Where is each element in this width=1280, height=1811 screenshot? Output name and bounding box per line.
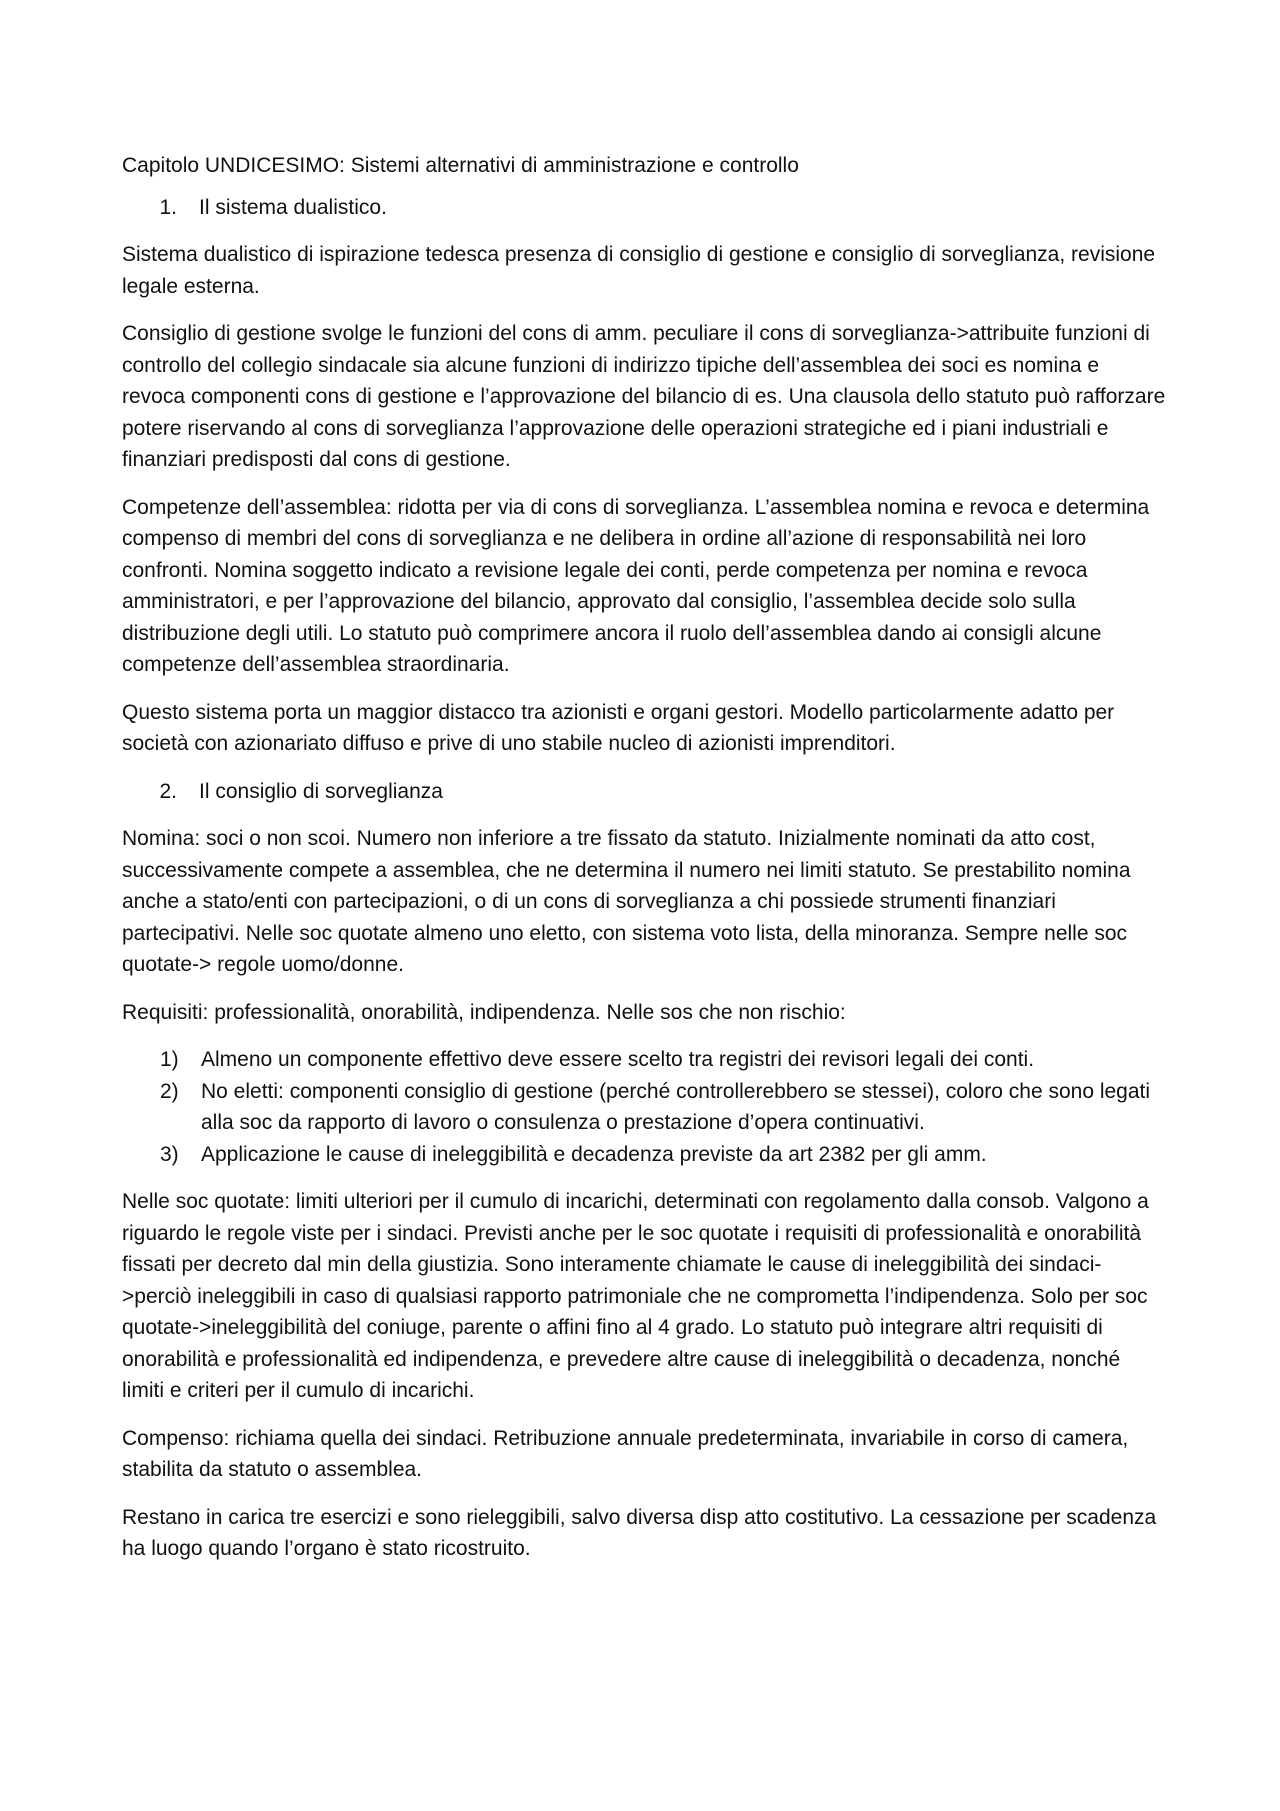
section-2-heading bbox=[122, 776, 1167, 808]
section-number: 2. bbox=[159, 779, 177, 803]
paragraph: Questo sistema porta un maggior distacco tra azionisti e organi gestori. Modello particolarmente adatto per società con azionariato diffuso e prive di uno stabile nucleo di azionisti imprenditori. bbox=[122, 700, 1115, 755]
list-item bbox=[122, 1076, 1167, 1139]
section-number: 1. bbox=[159, 195, 177, 219]
list-item-number: 3) bbox=[160, 1142, 179, 1166]
section-title: Il consiglio di sorveglianza bbox=[199, 779, 443, 803]
list-item-number: 1) bbox=[160, 1048, 179, 1071]
list-item-text: Applicazione le cause di ineleggibilità e decadenza previste da art 2382 per gli amm. bbox=[201, 1142, 987, 1166]
paragraph: Consiglio di gestione svolge le funzioni del cons di amm. peculiare il cons di sorveglianza->attribuite funzioni di controllo del collegio sindacale sia alcune funzioni di indirizzo tipiche dell’assemblea dei soci es nomina e revoca componenti cons di gestione e l’approvazione del bilancio di es. Una clausola dello statuto può rafforzare potere riservando al cons di sorveglianza l’approvazione delle operazioni strategiche ed i piani industriali e finanziari predisposti dal cons di gestione. bbox=[122, 322, 1166, 471]
paragraph: Sistema dualistico di ispirazione tedesca presenza di consiglio di gestione e consiglio di sorveglianza, revisione legale esterna. bbox=[122, 243, 1156, 298]
paragraph: Restano in carica tre esercizi e sono rieleggibili, salvo diversa disp atto costitutivo. La cessazione per scadenza ha luogo quando l’organo è stato ricostruito. bbox=[122, 1505, 1157, 1560]
list-item-number: 2) bbox=[160, 1079, 179, 1103]
paragraph: Compenso: richiama quella dei sindaci. Retribuzione annuale predeterminata, invariabile in corso di camera, stabilita da statuto o assemblea. bbox=[122, 1426, 1129, 1481]
list-item-text: No eletti: componenti consiglio di gestione (perché controllerebbero se stessei), coloro che sono legati alla soc da rapporto di lavoro o consulenza o prestazione d’opera continuativi. bbox=[201, 1079, 1151, 1134]
paragraph: Nomina: soci o non scoi. Numero non inferiore a tre fissato da statuto. Inizialmente nominati da atto cost, successivamente compete a assemblea, che ne determina il numero nei limiti statuto. Se prestabilito nomina anche a stato/enti con partecipazioni, o di un cons di sorveglianza a chi possiede strumenti finanziari partecipativi. Nelle soc quotate almeno uno eletto, con sistema voto lista, della minoranza. Sempre nelle soc quotate-> regole uomo/donne. bbox=[122, 827, 1131, 976]
paragraph: Requisiti: professionalità, onorabilità, indipendenza. Nelle sos che non rischio: bbox=[122, 1000, 846, 1024]
list-item bbox=[122, 1139, 1167, 1171]
document-page bbox=[122, 150, 1167, 1581]
requirements-list bbox=[122, 1044, 1167, 1170]
paragraph: Competenze dell’assemblea: ridotta per via di cons di sorveglianza. L’assemblea nomina e revoca e determina compenso di membri del cons di sorveglianza e ne delibera in ordine all’azione di responsabilità nei loro confronti. Nomina soggetto indicato a revisione legale dei conti, perde competenza per nomina e revoca amministratori, e per l’approvazione del bilancio, approvato dal consiglio, l’assemblea decide solo sulla distribuzione degli utili. Lo statuto può comprimere ancora il ruolo dell’assemblea dando ai consigli alcune competenze dell’assemblea straordinaria. bbox=[122, 495, 1150, 676]
list-item-text: Almeno un componente effettivo deve essere scelto tra registri dei revisori legali dei conti. bbox=[201, 1048, 1035, 1071]
chapter-title: Capitolo UNDICESIMO: Sistemi alternativi di amministrazione e controllo bbox=[122, 154, 799, 177]
section-1-heading bbox=[122, 192, 1167, 224]
section-title: Il sistema dualistico. bbox=[199, 195, 387, 219]
paragraph: Nelle soc quotate: limiti ulteriori per il cumulo di incarichi, determinati con regolamento dalla consob. Valgono a riguardo le regole viste per i sindaci. Previsti anche per le soc quotate i requisiti di professionalità e onorabilità fissati per decreto dal min della giustizia. Sono interamente chiamate le cause di ineleggibilità dei sindaci->perciò ineleggibili in caso di qualsiasi rapporto patrimoniale che ne comprometta l’indipendenza. Solo per soc quotate->ineleggibilità del coniuge, parente o affini fino al 4 grado. Lo statuto può integrare altri requisiti di onorabilità e professionalità ed indipendenza, e prevedere altre cause di ineleggibilità o decadenza, nonché limiti e criteri per il cumulo di incarichi. bbox=[122, 1190, 1149, 1402]
list-item bbox=[122, 1044, 1167, 1076]
